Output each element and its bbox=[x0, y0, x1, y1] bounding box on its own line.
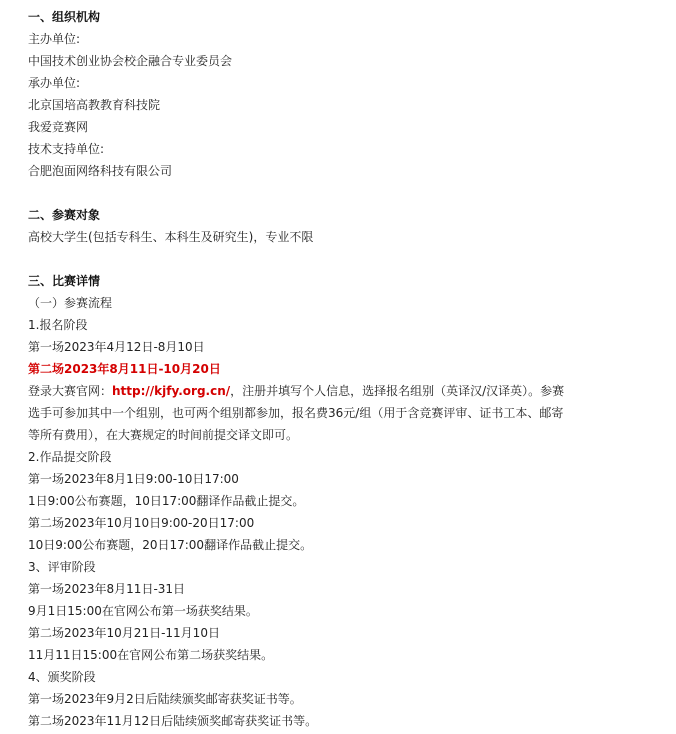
stage1-round1: 第一场2023年4月12日-8月10日 bbox=[28, 340, 205, 354]
support-name: 合肥泡面网络科技有限公司 bbox=[28, 164, 173, 178]
organizer-name-2: 我爱竞赛网 bbox=[28, 120, 89, 134]
stage3-round1-desc: 9月1日15:00在官网公布第一场获奖结果。 bbox=[28, 604, 258, 618]
stage1-round2: 第二场2023年8月11日-10月20日 bbox=[28, 362, 221, 376]
section-title-participants: 二、参赛对象 bbox=[28, 208, 101, 222]
organizer-name-1: 北京国培高教教育科技院 bbox=[28, 98, 161, 112]
process-label: （一）参赛流程 bbox=[28, 296, 113, 310]
support-label: 技术支持单位: bbox=[28, 142, 105, 156]
host-name: 中国技术创业协会校企融合专业委员会 bbox=[28, 54, 233, 68]
stage4-label: 4、颁奖阶段 bbox=[28, 670, 96, 684]
stage4-round2: 第二场2023年11月12日后陆续颁奖邮寄获奖证书等。 bbox=[28, 714, 318, 728]
stage3-round2: 第二场2023年10月21日-11月10日 bbox=[28, 626, 220, 640]
organizer-label: 承办单位: bbox=[28, 76, 81, 90]
stage2-round2-desc: 10日9:00公布赛题，20日17:00翻译作品截止提交。 bbox=[28, 538, 313, 552]
stage2-label: 2.作品提交阶段 bbox=[28, 450, 112, 464]
official-site-link[interactable]: http://kjfy.org.cn/ bbox=[112, 384, 231, 398]
spacer bbox=[28, 248, 668, 270]
stage2-round1-desc: 1日9:00公布赛题，10日17:00翻译作品截止提交。 bbox=[28, 494, 305, 508]
register-line-1 bbox=[28, 380, 668, 402]
stage2-round1: 第一场2023年8月1日9:00-10日17:00 bbox=[28, 472, 239, 486]
register-suffix: ，注册并填写个人信息，选择报名组别（英译汉/汉译英）。参赛 bbox=[230, 384, 565, 398]
stage1-label: 1.报名阶段 bbox=[28, 318, 88, 332]
spacer bbox=[28, 182, 668, 204]
participants-text: 高校大学生(包括专科生、本科生及研究生)，专业不限 bbox=[28, 230, 314, 244]
register-line-3: 等所有费用），在大赛规定的时间前提交译文即可。 bbox=[28, 428, 299, 442]
stage3-label: 3、评审阶段 bbox=[28, 560, 96, 574]
register-prefix: 登录大赛官网： bbox=[28, 384, 113, 398]
host-label: 主办单位: bbox=[28, 32, 81, 46]
stage3-round1: 第一场2023年8月11日-31日 bbox=[28, 582, 186, 596]
stage2-round2: 第二场2023年10月10日9:00-20日17:00 bbox=[28, 516, 255, 530]
stage3-round2-desc: 11月11日15:00在官网公布第二场获奖结果。 bbox=[28, 648, 274, 662]
stage4-round1: 第一场2023年9月2日后陆续颁奖邮寄获奖证书等。 bbox=[28, 692, 302, 706]
section-title-details: 三、比赛详情 bbox=[28, 274, 101, 288]
register-line-2: 选手可参加其中一个组别，也可两个组别都参加，报名费36元/组（用于含竞赛评审、证书工本、邮寄 bbox=[28, 406, 564, 420]
section-title-org: 一、组织机构 bbox=[28, 10, 101, 24]
